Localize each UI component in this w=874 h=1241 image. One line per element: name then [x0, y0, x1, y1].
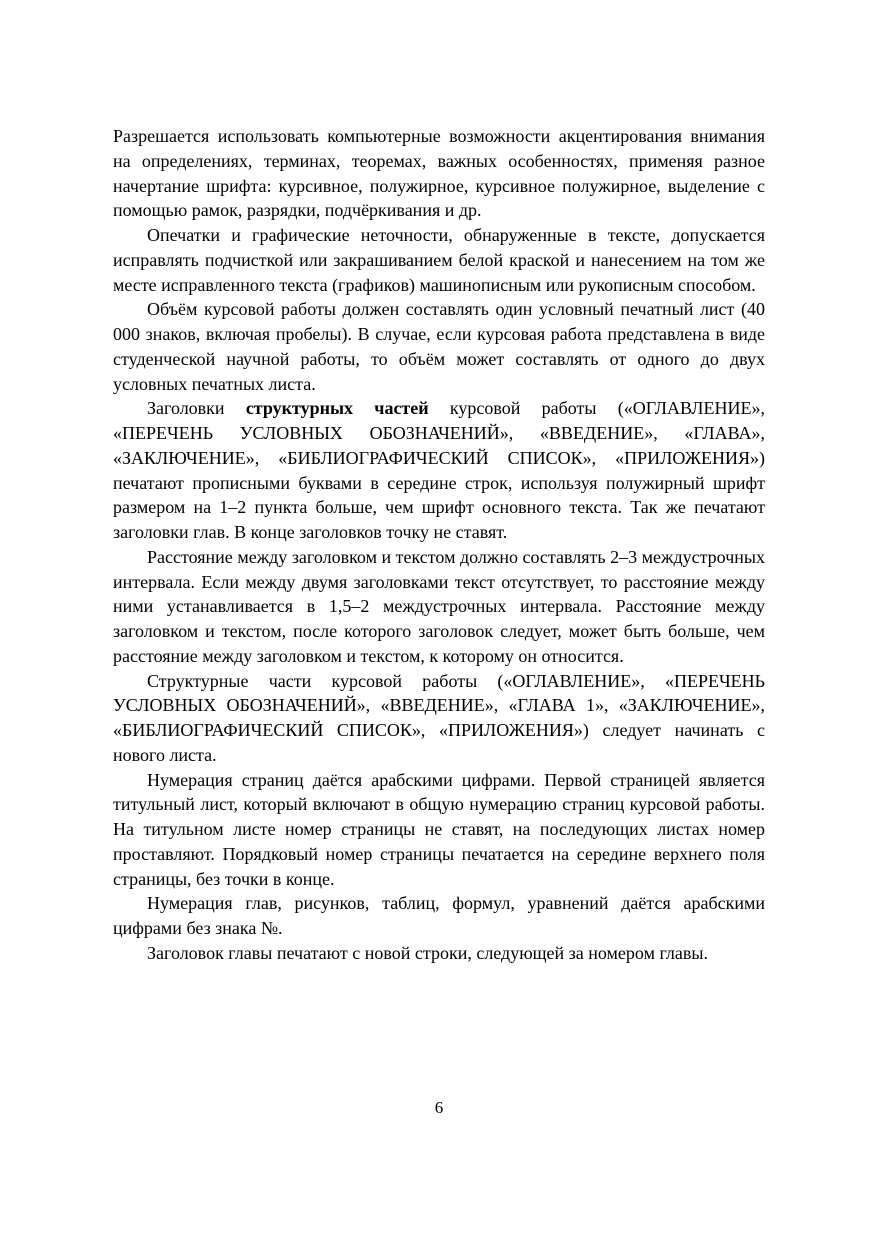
- paragraph: [113, 941, 765, 966]
- paragraph: [113, 891, 765, 941]
- text-run: Нумерация страниц даётся арабскими цифрами. Первой страницей является титульный лист, который включают в общую нумерацию страниц курсовой работы. На титульном листе номер страницы не ставят, на последующих листах номер проставляют. Порядковый номер страницы печатается на середине верхнего поля страницы, без точки в конце.: [113, 769, 765, 889]
- text-run: Заголовки: [147, 398, 246, 419]
- paragraph: [113, 396, 765, 545]
- paragraph: [113, 297, 765, 396]
- text-run: курсовой работы («ОГЛАВЛЕНИЕ», «ПЕРЕЧЕНЬ УСЛОВНЫХ ОБОЗНАЧЕНИЙ», «ВВЕДЕНИЕ», «ГЛАВА», «ЗАКЛЮЧЕНИЕ», «БИБЛИОГРАФИЧЕСКИЙ СПИСОК», «ПРИЛОЖЕНИЯ») печатают прописными буквами в середине строк, используя полужирный шрифт размером на 1–2 пункта больше, чем шрифт основного текста. Так же печатают заголовки глав. В конце заголовков точку не ставят.: [113, 398, 765, 542]
- paragraph: [113, 124, 765, 223]
- page-number: 6: [434, 1098, 444, 1117]
- text-run: Структурные части курсовой работы («ОГЛАВЛЕНИЕ», «ПЕРЕЧЕНЬ УСЛОВНЫХ ОБОЗНАЧЕНИЙ», «ВВЕДЕНИЕ», «ГЛАВА 1», «ЗАКЛЮЧЕНИЕ», «БИБЛИОГРАФИЧЕСКИЙ СПИСОК», «ПРИЛОЖЕНИЯ») следует начинать с нового листа.: [113, 670, 765, 765]
- text-run: Опечатки и графические неточности, обнаруженные в тексте, допускается исправлять подчисткой или закрашиванием белой краской и нанесением на том же месте исправленного текста (графиков) машинописным или рукописным способом.: [113, 225, 765, 295]
- paragraph: [113, 768, 765, 892]
- page-body: [113, 124, 765, 966]
- paragraph: [113, 545, 765, 669]
- text-run: Нумерация глав, рисунков, таблиц, формул, уравнений даётся арабскими цифрами без знака №.: [113, 893, 765, 938]
- text-run: Расстояние между заголовком и текстом должно составлять 2–3 междустрочных интервала. Если между двумя заголовками текст отсутствует, то расстояние между ними устанавливается в 1,5–2 междустрочных интервала. Расстояние между заголовком и текстом, после которого заголовок следует, может быть больше, чем расстояние между заголовком и текстом, к которому он относится.: [113, 546, 765, 666]
- text-run: Заголовок главы печатают с новой строки, следующей за номером главы.: [147, 942, 708, 963]
- bold-text-run: структурных частей: [245, 398, 429, 419]
- text-run: Разрешается использовать компьютерные возможности акцентирования внимания на определениях, терминах, теоремах, важных особенностях, применяя разное начертание шрифта: курсивное, полужирное, курсивное полужирное, выделение с помощью рамок, разрядки, подчёркивания и др.: [113, 126, 765, 221]
- paragraph: [113, 223, 765, 297]
- text-run: Объём курсовой работы должен составлять один условный печатный лист (40 000 знаков, включая пробелы). В случае, если курсовая работа представлена в виде студенческой научной работы, то объём может составлять от одного до двух условных печатных листа.: [113, 299, 765, 394]
- paragraph: [113, 669, 765, 768]
